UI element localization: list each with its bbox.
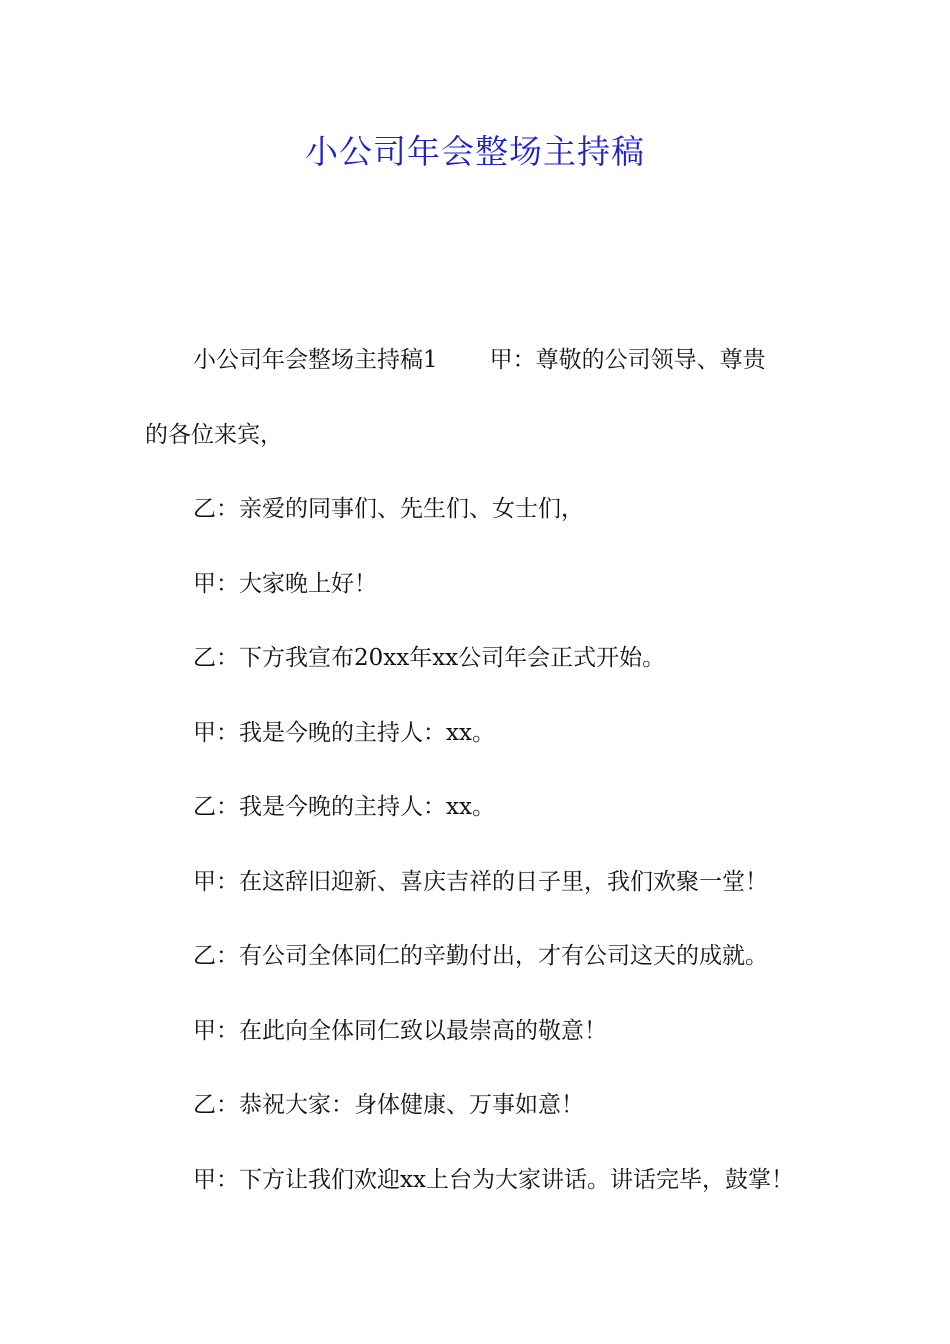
first-paragraph — [145, 336, 825, 459]
document-body — [145, 336, 825, 1230]
paragraph: 乙：恭祝大家：身体健康、万事如意！ — [193, 1092, 584, 1118]
first-line-rest: 甲：尊敬的公司领导、尊贵 — [489, 347, 766, 373]
paragraph: 甲：大家晚上好！ — [193, 570, 377, 597]
paragraph: 甲：在此向全体同仁致以最崇高的敬意！ — [193, 1017, 607, 1044]
paragraph: 乙：下方我宣布20xx年xx公司年会正式开始。 — [193, 645, 666, 671]
paragraph: 甲：下方让我们欢迎xx上台为大家讲话。讲话完毕，鼓掌！ — [193, 1166, 794, 1193]
document-title: 小公司年会整场主持稿 — [305, 132, 645, 171]
script-heading: 小公司年会整场主持稿1 — [193, 347, 438, 373]
paragraph: 乙：亲爱的同事们、先生们、女士们， — [193, 496, 584, 522]
paragraph: 乙：我是今晚的主持人：xx。 — [193, 794, 495, 820]
paragraph: 甲：在这辞旧迎新、喜庆吉祥的日子里，我们欢聚一堂！ — [193, 868, 768, 895]
paragraph: 甲：我是今晚的主持人：xx。 — [193, 719, 495, 746]
first-line-continuation: 的各位来宾， — [145, 421, 283, 448]
paragraph: 乙：有公司全体同仁的辛勤付出，才有公司这天的成就。 — [193, 943, 768, 969]
